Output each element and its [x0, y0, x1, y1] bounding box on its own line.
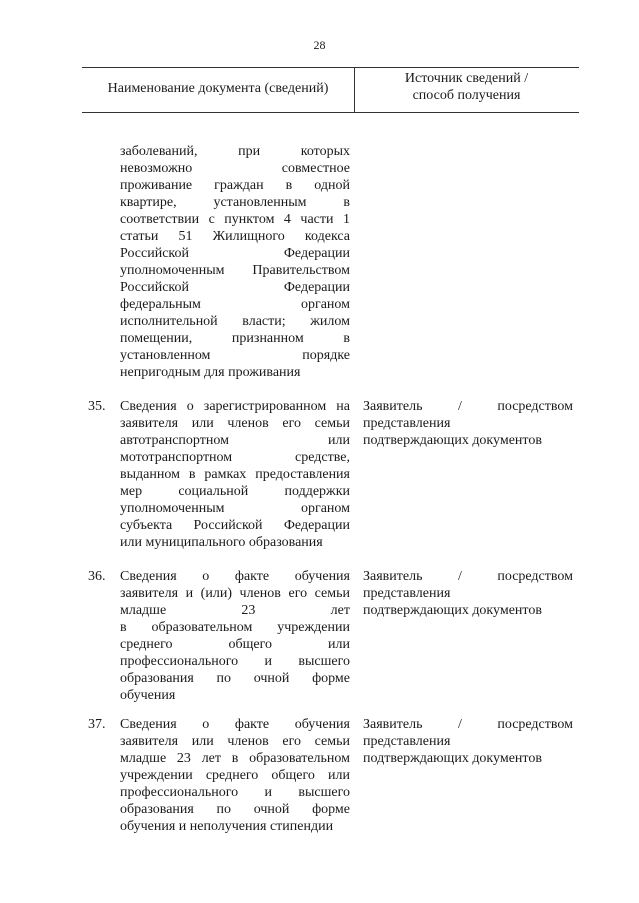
- table-header-bottom-rule: [82, 112, 579, 113]
- text-line: выданном в рамках предоставления: [120, 467, 350, 482]
- column-header-source-line-1: Источник сведений /: [404, 71, 529, 86]
- text-line: учреждении среднего общего или: [120, 768, 350, 783]
- continuation-line: установленном порядке: [120, 348, 350, 363]
- text-line: мер социальной поддержки: [120, 484, 350, 499]
- row-document-name: [120, 568, 350, 704]
- text-line: уполномоченным органом: [120, 501, 350, 516]
- text-line: профессионального и высшего: [120, 654, 350, 669]
- text-line: профессионального и высшего: [120, 785, 350, 800]
- text-line: младше 23 лет в образовательном: [120, 751, 350, 766]
- column-header-source: [354, 70, 579, 104]
- row-source: [363, 716, 573, 767]
- text-line: образования по очной форме: [120, 671, 350, 686]
- text-line: заявителя или членов его семьи: [120, 416, 350, 431]
- continuation-line: помещении, признанном в: [120, 331, 350, 346]
- text-line: субъекта Российской Федерации: [120, 518, 350, 533]
- text-line: мототранспортном средстве,: [120, 450, 350, 465]
- table-header-top-rule: [82, 67, 579, 68]
- text-line: подтверждающих документов: [363, 603, 542, 618]
- text-line: представления: [363, 416, 451, 431]
- continuation-line: квартире, установленным в: [120, 195, 350, 210]
- text-line: образования по очной форме: [120, 802, 350, 817]
- page-number: 28: [313, 38, 326, 52]
- row-document-name: [120, 716, 350, 835]
- row-source: [363, 398, 573, 449]
- continuation-line: уполномоченным Правительством: [120, 263, 350, 278]
- continuation-line: соответствии с пунктом 4 части 1: [120, 212, 350, 227]
- text-line: среднего общего или: [120, 637, 350, 652]
- row-number: 36.: [88, 569, 106, 584]
- continuation-line: федеральным органом: [120, 297, 350, 312]
- text-line: в образовательном учреждении: [120, 620, 350, 635]
- continuation-line: заболеваний, при которых: [120, 144, 350, 159]
- row-number: 37.: [88, 717, 106, 732]
- text-line: или муниципального образования: [120, 535, 323, 550]
- row-document-name: [120, 398, 350, 551]
- text-line: представления: [363, 734, 451, 749]
- text-line: обучения и неполучения стипендии: [120, 819, 334, 834]
- text-line: обучения: [120, 688, 176, 703]
- text-line: Сведения о факте обучения: [120, 717, 350, 732]
- text-line: автотранспортном или: [120, 433, 350, 448]
- text-line: Сведения о факте обучения: [120, 569, 350, 584]
- continuation-line: непригодным для проживания: [120, 365, 301, 380]
- text-line: подтверждающих документов: [363, 751, 542, 766]
- continuation-line: статьи 51 Жилищного кодекса: [120, 229, 350, 244]
- text-line: младше 23 лет: [120, 603, 350, 618]
- column-header-source-line-2: способ получения: [412, 88, 521, 103]
- text-line: заявителя и (или) членов его семьи: [120, 586, 350, 601]
- continuation-line: проживание граждан в одной: [120, 178, 350, 193]
- continuation-line: невозможно совместное: [120, 161, 350, 176]
- continuation-line: Российской Федерации: [120, 280, 350, 295]
- text-line: Заявитель / посредством: [363, 399, 573, 414]
- text-line: Заявитель / посредством: [363, 717, 573, 732]
- text-line: подтверждающих документов: [363, 433, 542, 448]
- text-line: заявителя или членов его семьи: [120, 734, 350, 749]
- continuation-line: Российской Федерации: [120, 246, 350, 261]
- continuation-line: исполнительной власти; жилом: [120, 314, 350, 329]
- text-line: Сведения о зарегистрированном на: [120, 399, 350, 414]
- text-line: представления: [363, 586, 451, 601]
- continuation-text: [120, 143, 350, 381]
- text-line: Заявитель / посредством: [363, 569, 573, 584]
- row-source: [363, 568, 573, 619]
- row-number: 35.: [88, 399, 106, 414]
- column-header-document-name: Наименование документа (сведений): [107, 81, 329, 96]
